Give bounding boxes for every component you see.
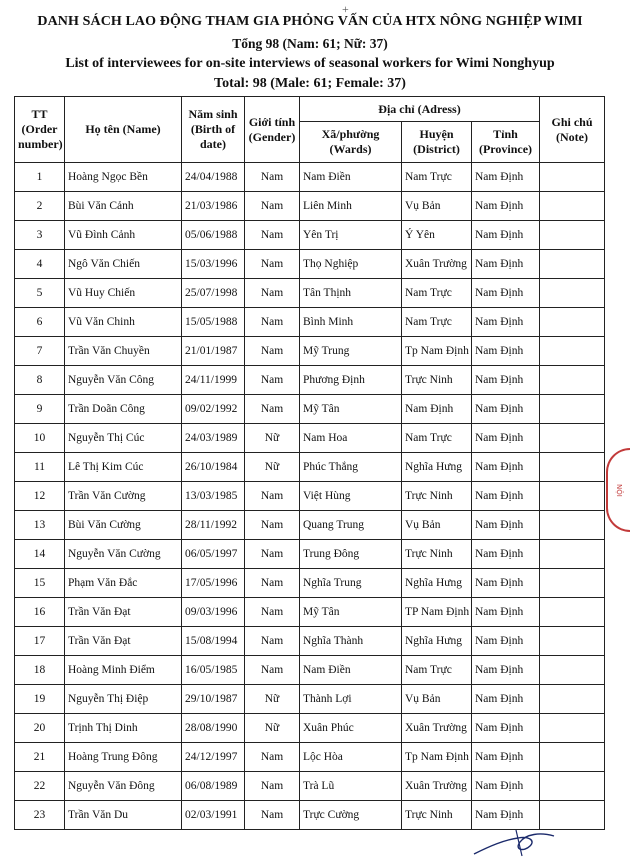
- cell-full-name: Nguyễn Văn Đông: [65, 772, 182, 801]
- cell-district: Nam Trực: [402, 279, 472, 308]
- cell-birth-date: 25/07/1998: [182, 279, 245, 308]
- cell-district: Trực Ninh: [402, 482, 472, 511]
- cell-note: [540, 366, 605, 395]
- cell-note: [540, 569, 605, 598]
- cell-district: Nam Trực: [402, 308, 472, 337]
- cell-birth-date: 24/12/1997: [182, 743, 245, 772]
- cell-order-number: 7: [15, 337, 65, 366]
- table-row: [15, 685, 605, 714]
- cell-gender: Nam: [245, 366, 300, 395]
- cell-ward: Lộc Hòa: [300, 743, 402, 772]
- cell-order-number: 16: [15, 598, 65, 627]
- cell-note: [540, 453, 605, 482]
- cell-birth-date: 15/08/1994: [182, 627, 245, 656]
- cell-district: Vụ Bản: [402, 511, 472, 540]
- table-row: [15, 772, 605, 801]
- cell-note: [540, 424, 605, 453]
- cell-gender: Nữ: [245, 714, 300, 743]
- cell-province: Nam Định: [472, 685, 540, 714]
- cell-gender: Nam: [245, 482, 300, 511]
- cell-note: [540, 656, 605, 685]
- cell-full-name: Nguyễn Thị Điệp: [65, 685, 182, 714]
- cell-gender: Nam: [245, 221, 300, 250]
- cell-ward: Trung Đông: [300, 540, 402, 569]
- cell-order-number: 17: [15, 627, 65, 656]
- cell-gender: Nam: [245, 395, 300, 424]
- cell-province: Nam Định: [472, 366, 540, 395]
- cell-province: Nam Định: [472, 395, 540, 424]
- total-count-en: Total: 98 (Male: 61; Female: 37): [214, 76, 406, 91]
- header-ward: Xã/phường (Wards): [300, 122, 402, 163]
- cell-note: [540, 772, 605, 801]
- cell-ward: Nam Điền: [300, 163, 402, 192]
- document-title-vi: DANH SÁCH LAO ĐỘNG THAM GIA PHỎNG VẤN CỦA HTX NÔNG NGHIỆP WIMI: [37, 14, 583, 29]
- cell-note: [540, 511, 605, 540]
- cell-gender: Nam: [245, 627, 300, 656]
- cell-birth-date: 09/02/1992: [182, 395, 245, 424]
- cell-birth-date: 05/06/1988: [182, 221, 245, 250]
- cell-full-name: Trần Văn Chuyền: [65, 337, 182, 366]
- cell-district: Nghĩa Hưng: [402, 627, 472, 656]
- cell-ward: Mỹ Tân: [300, 395, 402, 424]
- table-row: [15, 337, 605, 366]
- cell-district: Nam Trực: [402, 163, 472, 192]
- table-row: [15, 453, 605, 482]
- cell-province: Nam Định: [472, 163, 540, 192]
- cell-order-number: 8: [15, 366, 65, 395]
- cell-order-number: 18: [15, 656, 65, 685]
- cell-full-name: Trịnh Thị Dinh: [65, 714, 182, 743]
- cell-province: Nam Định: [472, 337, 540, 366]
- table-row: [15, 250, 605, 279]
- cell-birth-date: 21/03/1986: [182, 192, 245, 221]
- cell-ward: Thành Lợi: [300, 685, 402, 714]
- cell-order-number: 19: [15, 685, 65, 714]
- cell-ward: Nghĩa Trung: [300, 569, 402, 598]
- cell-province: Nam Định: [472, 482, 540, 511]
- header-district: Huyện (District): [402, 122, 472, 163]
- cell-gender: Nam: [245, 192, 300, 221]
- cell-birth-date: 24/04/1988: [182, 163, 245, 192]
- cell-ward: Phương Định: [300, 366, 402, 395]
- cell-note: [540, 192, 605, 221]
- cell-order-number: 21: [15, 743, 65, 772]
- cell-note: [540, 627, 605, 656]
- table-body: [15, 163, 605, 830]
- cell-district: Nam Định: [402, 395, 472, 424]
- cell-birth-date: 24/03/1989: [182, 424, 245, 453]
- cell-province: Nam Định: [472, 540, 540, 569]
- cell-order-number: 4: [15, 250, 65, 279]
- cell-full-name: Trần Doãn Công: [65, 395, 182, 424]
- cell-ward: Mỹ Tân: [300, 598, 402, 627]
- cell-birth-date: 15/03/1996: [182, 250, 245, 279]
- cell-full-name: Hoàng Trung Đông: [65, 743, 182, 772]
- cell-province: Nam Định: [472, 279, 540, 308]
- cell-province: Nam Định: [472, 308, 540, 337]
- table-row: [15, 424, 605, 453]
- table-row: [15, 569, 605, 598]
- cell-gender: Nam: [245, 772, 300, 801]
- cell-order-number: 10: [15, 424, 65, 453]
- cell-order-number: 13: [15, 511, 65, 540]
- cell-order-number: 9: [15, 395, 65, 424]
- cell-district: Tp Nam Định: [402, 743, 472, 772]
- table-row: [15, 598, 605, 627]
- table-row: [15, 511, 605, 540]
- cell-province: Nam Định: [472, 743, 540, 772]
- cell-full-name: Phạm Văn Đắc: [65, 569, 182, 598]
- cell-district: Nam Trực: [402, 424, 472, 453]
- cell-note: [540, 308, 605, 337]
- cell-gender: Nam: [245, 569, 300, 598]
- cell-gender: Nam: [245, 250, 300, 279]
- cell-order-number: 3: [15, 221, 65, 250]
- cell-gender: Nam: [245, 598, 300, 627]
- cell-district: Vụ Bản: [402, 192, 472, 221]
- table-row: [15, 192, 605, 221]
- cell-full-name: Vũ Huy Chiến: [65, 279, 182, 308]
- cell-district: Trực Ninh: [402, 801, 472, 830]
- table-row: [15, 627, 605, 656]
- cell-order-number: 20: [15, 714, 65, 743]
- table-row: [15, 163, 605, 192]
- cell-full-name: Nguyễn Văn Cường: [65, 540, 182, 569]
- cell-province: Nam Định: [472, 424, 540, 453]
- cell-province: Nam Định: [472, 714, 540, 743]
- cell-gender: Nữ: [245, 685, 300, 714]
- cell-full-name: Trần Văn Đạt: [65, 627, 182, 656]
- top-mark: +: [342, 2, 349, 16]
- cell-full-name: Bùi Văn Cảnh: [65, 192, 182, 221]
- cell-province: Nam Định: [472, 511, 540, 540]
- cell-order-number: 5: [15, 279, 65, 308]
- cell-ward: Trà Lũ: [300, 772, 402, 801]
- cell-province: Nam Định: [472, 569, 540, 598]
- cell-order-number: 6: [15, 308, 65, 337]
- table-row: [15, 714, 605, 743]
- cell-note: [540, 163, 605, 192]
- cell-district: Xuân Trường: [402, 250, 472, 279]
- cell-birth-date: 02/03/1991: [182, 801, 245, 830]
- header-order-number: TT (Order number): [15, 97, 65, 163]
- cell-birth-date: 16/05/1985: [182, 656, 245, 685]
- header-full-name: Họ tên (Name): [65, 97, 182, 163]
- header-birth-date: Năm sinh (Birth of date): [182, 97, 245, 163]
- cell-district: Xuân Trường: [402, 714, 472, 743]
- red-stamp: [606, 448, 630, 532]
- cell-full-name: Hoàng Minh Điểm: [65, 656, 182, 685]
- cell-ward: Việt Hùng: [300, 482, 402, 511]
- cell-province: Nam Định: [472, 453, 540, 482]
- cell-birth-date: 21/01/1987: [182, 337, 245, 366]
- cell-ward: Nam Điền: [300, 656, 402, 685]
- cell-birth-date: 29/10/1987: [182, 685, 245, 714]
- cell-note: [540, 221, 605, 250]
- cell-ward: Quang Trung: [300, 511, 402, 540]
- cell-note: [540, 337, 605, 366]
- cell-district: Ý Yên: [402, 221, 472, 250]
- cell-birth-date: 26/10/1984: [182, 453, 245, 482]
- cell-district: Tp Nam Định: [402, 337, 472, 366]
- cell-gender: Nam: [245, 279, 300, 308]
- cell-full-name: Vũ Đình Cảnh: [65, 221, 182, 250]
- table-row: [15, 221, 605, 250]
- cell-district: Xuân Trường: [402, 772, 472, 801]
- total-count-vi: Tổng 98 (Nam: 61; Nữ: 37): [232, 36, 388, 51]
- cell-gender: Nam: [245, 540, 300, 569]
- cell-order-number: 2: [15, 192, 65, 221]
- cell-birth-date: 17/05/1996: [182, 569, 245, 598]
- cell-ward: Nghĩa Thành: [300, 627, 402, 656]
- cell-province: Nam Định: [472, 221, 540, 250]
- cell-ward: Nam Hoa: [300, 424, 402, 453]
- cell-order-number: 14: [15, 540, 65, 569]
- cell-province: Nam Định: [472, 598, 540, 627]
- cell-order-number: 1: [15, 163, 65, 192]
- document-title-en: List of interviewees for on-site interviews of seasonal workers for Wimi Nonghyup: [65, 56, 555, 71]
- table-row: [15, 395, 605, 424]
- cell-order-number: 15: [15, 569, 65, 598]
- cell-note: [540, 714, 605, 743]
- cell-district: Nghĩa Hưng: [402, 453, 472, 482]
- table-row: [15, 656, 605, 685]
- cell-order-number: 22: [15, 772, 65, 801]
- cell-birth-date: 24/11/1999: [182, 366, 245, 395]
- cell-district: Nam Trực: [402, 656, 472, 685]
- cell-full-name: Trần Văn Du: [65, 801, 182, 830]
- cell-birth-date: 06/05/1997: [182, 540, 245, 569]
- cell-ward: Trực Cường: [300, 801, 402, 830]
- cell-district: Vụ Bản: [402, 685, 472, 714]
- header-address: Địa chỉ (Adress): [300, 97, 540, 122]
- cell-gender: Nam: [245, 656, 300, 685]
- cell-gender: Nam: [245, 511, 300, 540]
- cell-birth-date: 15/05/1988: [182, 308, 245, 337]
- cell-note: [540, 685, 605, 714]
- cell-order-number: 23: [15, 801, 65, 830]
- cell-ward: Bình Minh: [300, 308, 402, 337]
- cell-birth-date: 09/03/1996: [182, 598, 245, 627]
- table-row: [15, 743, 605, 772]
- cell-gender: Nam: [245, 801, 300, 830]
- cell-note: [540, 540, 605, 569]
- cell-full-name: Ngô Văn Chiến: [65, 250, 182, 279]
- cell-province: Nam Định: [472, 656, 540, 685]
- table-row: [15, 482, 605, 511]
- cell-birth-date: 13/03/1985: [182, 482, 245, 511]
- header-province: Tỉnh (Province): [472, 122, 540, 163]
- signature-mark: [470, 826, 560, 860]
- cell-ward: Phúc Thắng: [300, 453, 402, 482]
- cell-gender: Nữ: [245, 424, 300, 453]
- cell-gender: Nam: [245, 308, 300, 337]
- cell-province: Nam Định: [472, 801, 540, 830]
- cell-note: [540, 598, 605, 627]
- table-row: [15, 366, 605, 395]
- table-row: [15, 279, 605, 308]
- cell-gender: Nữ: [245, 453, 300, 482]
- cell-order-number: 12: [15, 482, 65, 511]
- header-note: Ghi chú (Note): [540, 97, 605, 163]
- cell-ward: Thọ Nghiệp: [300, 250, 402, 279]
- cell-order-number: 11: [15, 453, 65, 482]
- cell-full-name: Nguyễn Văn Công: [65, 366, 182, 395]
- cell-ward: Mỹ Trung: [300, 337, 402, 366]
- cell-note: [540, 250, 605, 279]
- cell-gender: Nam: [245, 743, 300, 772]
- cell-district: Trực Ninh: [402, 540, 472, 569]
- cell-note: [540, 279, 605, 308]
- cell-province: Nam Định: [472, 250, 540, 279]
- cell-province: Nam Định: [472, 627, 540, 656]
- table-row: [15, 540, 605, 569]
- cell-district: TP Nam Định: [402, 598, 472, 627]
- cell-note: [540, 395, 605, 424]
- cell-full-name: Trần Văn Đạt: [65, 598, 182, 627]
- cell-full-name: Trần Văn Cường: [65, 482, 182, 511]
- table-row: [15, 308, 605, 337]
- cell-note: [540, 743, 605, 772]
- cell-district: Trực Ninh: [402, 366, 472, 395]
- cell-full-name: Hoàng Ngọc Bền: [65, 163, 182, 192]
- cell-district: Nghĩa Hưng: [402, 569, 472, 598]
- cell-note: [540, 482, 605, 511]
- cell-ward: Xuân Phúc: [300, 714, 402, 743]
- interviewee-table: [14, 96, 605, 830]
- cell-full-name: Bùi Văn Cường: [65, 511, 182, 540]
- header-gender: Giới tính (Gender): [245, 97, 300, 163]
- cell-birth-date: 28/11/1992: [182, 511, 245, 540]
- cell-full-name: Vũ Văn Chinh: [65, 308, 182, 337]
- cell-ward: Tân Thịnh: [300, 279, 402, 308]
- cell-birth-date: 06/08/1989: [182, 772, 245, 801]
- cell-birth-date: 28/08/1990: [182, 714, 245, 743]
- cell-ward: Yên Trị: [300, 221, 402, 250]
- cell-gender: Nam: [245, 163, 300, 192]
- cell-full-name: Lê Thị Kim Cúc: [65, 453, 182, 482]
- cell-gender: Nam: [245, 337, 300, 366]
- cell-full-name: Nguyễn Thị Cúc: [65, 424, 182, 453]
- stamp-text: NỘI: [615, 483, 623, 497]
- cell-ward: Liên Minh: [300, 192, 402, 221]
- cell-province: Nam Định: [472, 192, 540, 221]
- cell-province: Nam Định: [472, 772, 540, 801]
